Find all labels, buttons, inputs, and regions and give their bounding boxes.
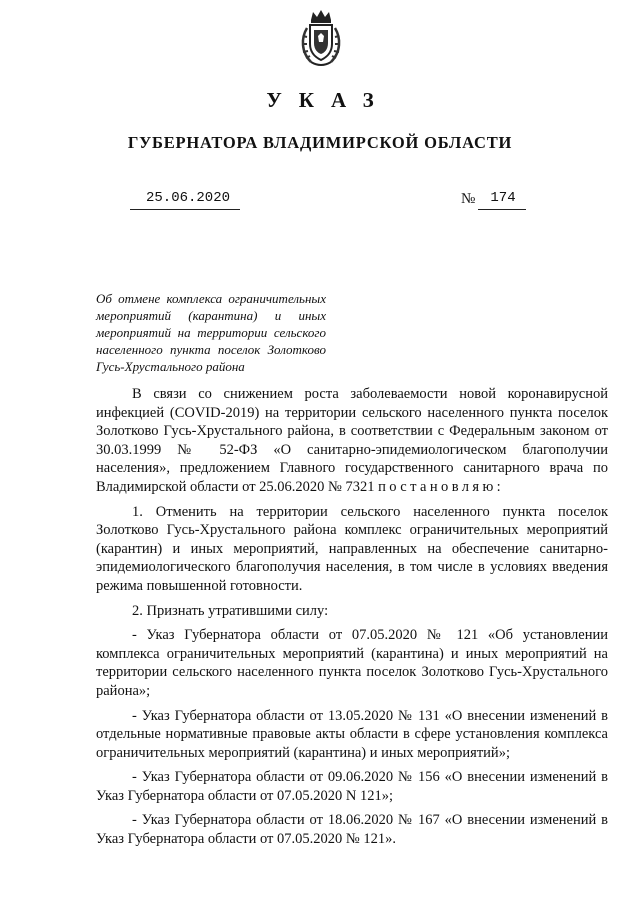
repealed-item-1: - Указ Губернатора области от 07.05.2020 № 121 «Об установлении комплекса ограничительных мероприятий (карантина) и иных мероприятий на территории сельского населенного пункта поселок Золотково Гусь-Хрустального района»; — [96, 627, 608, 699]
decree-body — [96, 385, 608, 849]
repealed-item-3: - Указ Губернатора области от 09.06.2020 № 156 «О внесении изменений в Указ Губернатора области от 07.05.2020 N 121»; — [96, 769, 608, 804]
repealed-item-4: - Указ Губернатора области от 18.06.2020 № 167 «О внесении изменений в Указ Губернатора области от 07.05.2020 № 121». — [96, 812, 608, 848]
preamble-text: В связи со снижением роста заболеваемости новой коронавирусной инфекцией (COVID-2019) на территории сельского населенного пункта поселок Золотково Гусь-Хрустального района, в соответствии с Федеральным законом от 30.03.1999 № 52-ФЗ «О санитарно-эпидемиологическом благополучии населения», предложением Главного государственного санитарного врача по Владимирской области от 25.06.2020 № 7321 — [96, 386, 608, 495]
document-type-title: УКАЗ — [266, 88, 391, 112]
decree-subject: Об отмене комплекса ограничительных мероприятий (карантина) и иных мероприятий на территории сельского населенного пункта поселок Золотково Гусь-Хрустального района — [96, 291, 326, 374]
decree-word: постановляю: — [378, 478, 505, 495]
paragraph-1: 1. Отменить на территории сельского населенного пункта поселок Золотково Гусь-Хрустального района комплекс ограничительных мероприятий (карантин) и иных мероприятий, направленных на обеспечение санитарно-эпидемиологического благополучия населения, в том числе в условиях введения режима повышенной готовности. — [96, 503, 608, 594]
repealed-item-2: - Указ Губернатора области от 13.05.2020 № 131 «О внесении изменений в отдельные нормативные правовые акты области в сфере установления комплекса ограничительных мероприятий (карантина) и иных мероприятий»; — [96, 707, 608, 761]
preamble-paragraph — [96, 385, 608, 497]
decree-date: 25.06.2020 — [146, 190, 231, 206]
date-underline — [130, 209, 240, 210]
number-underline — [478, 209, 526, 210]
paragraph-2: 2. Признать утратившими силу: — [132, 602, 329, 619]
decree-number: 174 — [490, 190, 516, 206]
coat-of-arms-icon — [297, 8, 345, 68]
issuer-title: ГУБЕРНАТОРА ВЛАДИМИРСКОЙ ОБЛАСТИ — [127, 133, 513, 152]
number-sign: № — [461, 191, 476, 207]
